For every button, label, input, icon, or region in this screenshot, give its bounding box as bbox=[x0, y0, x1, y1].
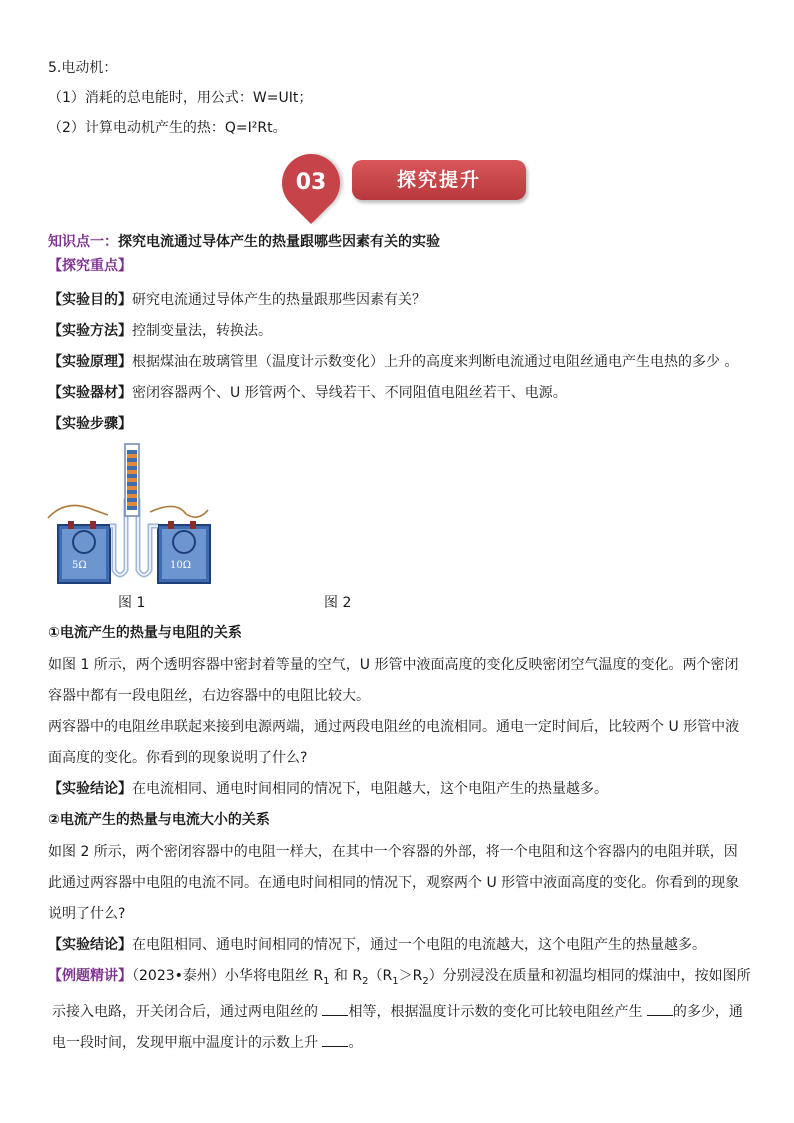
experiment-purpose bbox=[48, 290, 426, 310]
subscript: 2 bbox=[362, 975, 369, 987]
focus-heading: 【探究重点】 bbox=[48, 258, 132, 274]
right-resistor-label: 10Ω bbox=[170, 560, 192, 571]
experiment-equipment bbox=[48, 383, 567, 403]
equipment-text: 密闭容器两个、U 形管两个、导线若干、不同阻值电阻丝若干、电源。 bbox=[132, 385, 567, 401]
part2-conclusion-label: 【实验结论】 bbox=[48, 937, 132, 953]
part2-conclusion-text: 在电阻相同、通电时间相同的情况下，通过一个电阻的电流越大，这个电阻产生的热量越多。 bbox=[132, 937, 706, 953]
principle-text: 根据煤油在玻璃管里（温度计示数变化）上升的高度来判断电流通过电阻丝通电产生电热的多少 。 bbox=[132, 354, 739, 370]
section-banner-label: 探究提升 bbox=[352, 160, 526, 200]
example-text: 相等，根据温度计示数的变化可比较电阻丝产生 bbox=[348, 1003, 647, 1020]
answer-blank-2[interactable] bbox=[647, 1001, 673, 1016]
figure-caption-2: 图 2 bbox=[324, 595, 352, 611]
part1-conclusion-label: 【实验结论】 bbox=[48, 781, 132, 797]
principle-label: 【实验原理】 bbox=[48, 354, 132, 370]
knowledge-point-title: 探究电流通过导体产生的热量跟哪些因素有关的实验 bbox=[118, 234, 440, 250]
subscript: 1 bbox=[392, 975, 399, 987]
example-text: 和 R bbox=[329, 968, 363, 984]
example-text: ）分别浸没在质量和初温均相同的煤油中，按如图所示接入电路，开关闭合后，通过两电阻丝的 bbox=[52, 968, 751, 1020]
part1-heading: ①电流产生的热量与电阻的关系 bbox=[48, 625, 242, 641]
example-text: 。 bbox=[348, 1034, 363, 1051]
example-problem bbox=[48, 961, 752, 1059]
part2-heading: ②电流产生的热量与电流大小的关系 bbox=[48, 812, 270, 828]
example-text: ＞R bbox=[398, 968, 423, 984]
left-resistor-label: 5Ω bbox=[72, 560, 87, 571]
knowledge-point-label: 知识点一： bbox=[48, 234, 118, 250]
figure-caption-1: 图 1 bbox=[118, 595, 146, 611]
part1-conclusion bbox=[48, 779, 608, 799]
subscript: 1 bbox=[323, 975, 330, 987]
purpose-label: 【实验目的】 bbox=[48, 292, 132, 308]
purpose-text: 研究电流通过导体产生的热量跟那些因素有关？ bbox=[132, 292, 426, 308]
part2-conclusion bbox=[48, 935, 706, 955]
part2-paragraph-1: 如图 2 所示，两个密闭容器中的电阻一样大，在其中一个容器的外部，将一个电阻和这个容器内的电阻并联，因此通过两容器中电阻的电流不同。在通电时间相同的情况下，观察两个 U 形管中液面高度的变化。你看到的现象说明了什么? bbox=[48, 844, 740, 922]
example-text: 的多少，通电一段时间，发现甲瓶中温度计的示数上升 bbox=[52, 1003, 743, 1051]
section-title: 5.电动机： bbox=[48, 60, 118, 76]
example-label: 【例题精讲】 bbox=[48, 968, 132, 984]
part1-paragraph-2: 两容器中的电阻丝串联起来接到电源两端，通过两段电阻丝的电流相同。通电一定时间后，比较两个 U 形管中液面高度的变化。你看到的现象说明了什么? bbox=[48, 719, 740, 766]
steps-label: 【实验步骤】 bbox=[48, 416, 132, 432]
section-item-1: （1）消耗的总电能时，用公式：W=UIt； bbox=[48, 90, 313, 106]
equipment-label: 【实验器材】 bbox=[48, 385, 132, 401]
experiment-principle bbox=[48, 352, 738, 372]
method-label: 【实验方法】 bbox=[48, 323, 132, 339]
experiment-apparatus-figure bbox=[46, 440, 212, 586]
experiment-method bbox=[48, 321, 272, 341]
example-text: （2023•泰州）小华将电阻丝 R bbox=[132, 968, 324, 984]
section-number: 03 bbox=[295, 170, 327, 195]
method-text: 控制变量法，转换法。 bbox=[132, 323, 272, 339]
part1-paragraph-1: 如图 1 所示，两个透明容器中密封着等量的空气，U 形管中液面高度的变化反映密闭空气温度的变化。两个密闭容器中都有一段电阻丝，右边容器中的电阻比较大。 bbox=[48, 657, 739, 704]
subscript: 2 bbox=[422, 975, 429, 987]
knowledge-point bbox=[48, 232, 440, 252]
answer-blank-3[interactable] bbox=[322, 1032, 348, 1047]
section-item-2: （2）计算电动机产生的热：Q=I²Rt。 bbox=[48, 120, 287, 136]
answer-blank-1[interactable] bbox=[322, 1001, 348, 1016]
part1-conclusion-text: 在电流相同、通电时间相同的情况下，电阻越大，这个电阻产生的热量越多。 bbox=[132, 781, 608, 797]
example-text: （R bbox=[368, 968, 393, 984]
